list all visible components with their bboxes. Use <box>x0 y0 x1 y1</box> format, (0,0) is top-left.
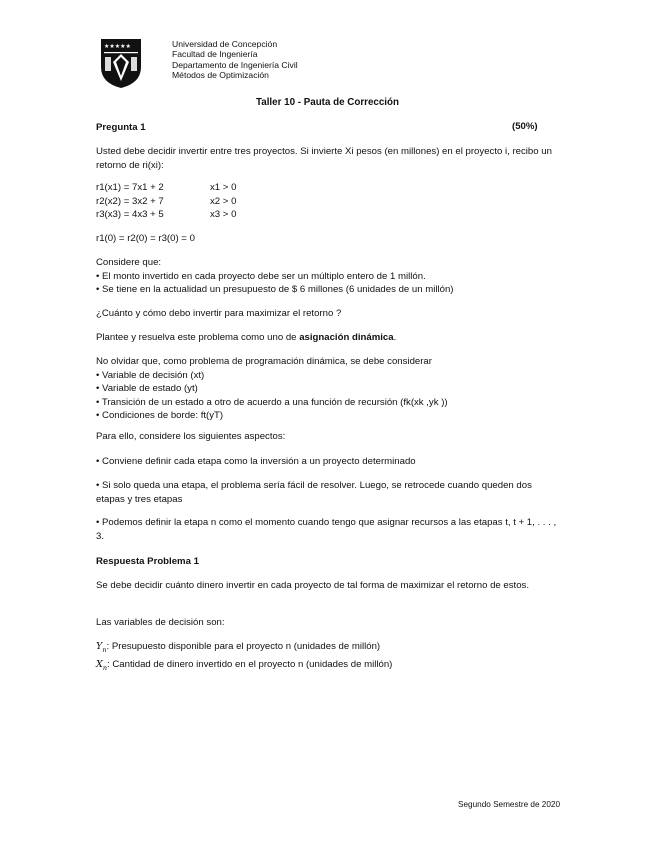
answer-text: Se debe decidir cuánto dinero invertir en cada proyecto de tal forma de maximizar el retorno de estos. <box>96 580 530 591</box>
remember-item: • Variable de estado (yt) <box>96 383 198 395</box>
footer-semester: Segundo Semestre de 2020 <box>458 800 560 809</box>
condition-1: x1 > 0 <box>210 182 237 193</box>
answer-label: Respuesta Problema 1 <box>96 556 199 567</box>
remember-item: • Variable de decisión (xt) <box>96 369 205 381</box>
question-intro: Usted debe decidir invertir entre tres proyectos. Si invierte Xi pesos (en millones) en el proyecto i, recibo un retorno de ri(xi): <box>96 146 552 171</box>
remember-item: • Condiciones de borde: ft(yT) <box>96 410 224 422</box>
remember-label: No olvidar que, como problema de programación dinámica, se debe considerar <box>96 356 432 367</box>
remember-block <box>96 355 561 423</box>
equation-1: r1(x1) = 7x1 + 2 <box>96 182 164 193</box>
variable-x-symbol: X <box>96 658 103 670</box>
variable-definitions <box>96 640 561 675</box>
consider-block <box>96 256 561 297</box>
variable-x-text: : Cantidad de dinero invertido en el proyecto n (unidades de millón) <box>107 658 393 670</box>
equation-3: r3(x3) = 4x3 + 5 <box>96 209 164 221</box>
equation-2: r2(x2) = 3x2 + 7 <box>96 195 164 207</box>
remember-item: • Transición de un estado a otro de acuerdo a una función de recursión (fk(xk ,yk )) <box>96 396 448 408</box>
consider-item: • El monto invertido en cada proyecto debe ser un múltiplo entero de 1 millón. <box>96 270 426 282</box>
svg-text:★★★★★: ★★★★★ <box>104 43 131 50</box>
page-title: Taller 10 - Pauta de Corrección <box>255 97 399 108</box>
university-name: Universidad de Concepción <box>172 39 278 49</box>
variable-y-subscript: n <box>102 645 107 654</box>
condition-3: x3 > 0 <box>210 209 237 221</box>
university-logo <box>99 37 143 89</box>
consider-label: Considere que: <box>96 257 162 268</box>
pose-method: asignación dinámica <box>299 332 394 343</box>
variable-y-text: : Presupuesto disponible para el proyecto n (unidades de millón) <box>106 641 381 652</box>
pose-suffix: . <box>393 332 397 343</box>
department-name: Departamento de Ingeniería Civil <box>172 59 298 70</box>
institution-header <box>172 39 298 80</box>
equation-conditions <box>210 181 236 222</box>
variable-x-subscript: n <box>102 663 108 672</box>
variable-y-symbol: Y <box>96 641 103 652</box>
aspect-item: • Si solo queda una etapa, el problema sería fácil de resolver. Luego, se retrocede cuando queden dos etapas y tres etapas <box>96 480 532 505</box>
variable-x-line <box>96 658 561 676</box>
return-equations <box>96 181 164 222</box>
question-ask: ¿Cuánto y cómo debo invertir para maximizar el retorno ? <box>96 308 342 319</box>
question-label: Pregunta 1 <box>96 122 146 133</box>
variables-label: Las variables de decisión son: <box>96 617 225 628</box>
condition-2: x2 > 0 <box>210 195 237 207</box>
boundary-condition: r1(0) = r2(0) = r3(0) = 0 <box>96 233 195 244</box>
aspect-item: • Conviene definir cada etapa como la inversión a un proyecto determinado <box>96 456 416 467</box>
aspects-label: Para ello, considere los siguientes aspectos: <box>96 431 286 442</box>
variable-y-line <box>96 640 561 658</box>
pose-prefix: Plantee y resuelva este problema como uno de <box>96 332 300 343</box>
course-name: Métodos de Optimización <box>172 69 269 80</box>
consider-item: • Se tiene en la actualidad un presupuesto de $ 6 millones (6 unidades de un millón) <box>96 284 454 296</box>
faculty-name: Facultad de Ingeniería <box>172 49 258 60</box>
pose-statement <box>96 331 561 345</box>
aspect-item: • Podemos definir la etapa n como el momento cuando tengo que asignar recursos a las etapas t, t + 1, . . . , 3. <box>96 517 557 542</box>
question-weight: (50%) <box>512 121 538 132</box>
